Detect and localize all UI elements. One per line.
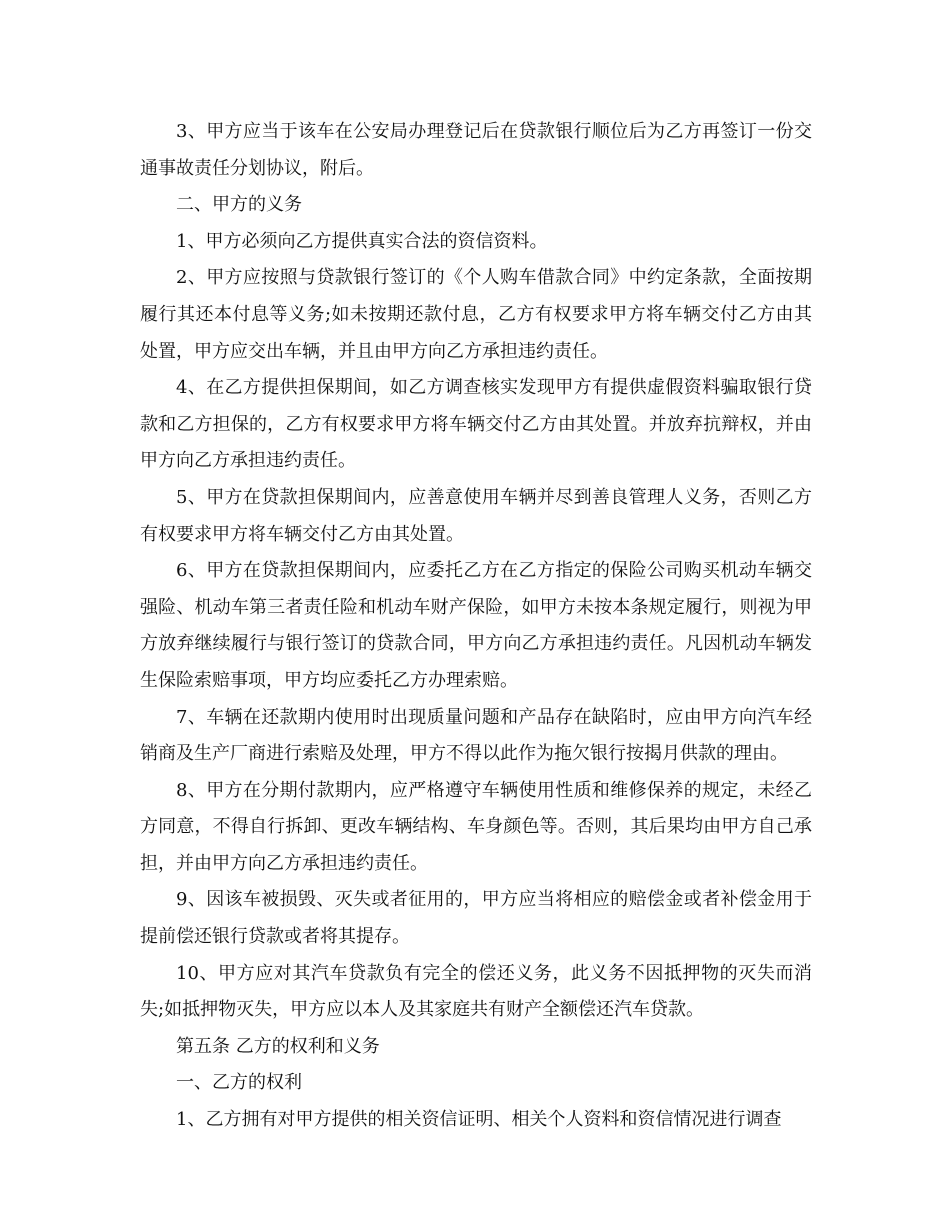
paragraph-obligation-4: 4、在乙方提供担保期间，如乙方调查核实发现甲方有提供虚假资料骗取银行贷款和乙方担保的，乙方有权要求甲方将车辆交付乙方由其处置。并放弃抗辩权，并由甲方向乙方承担违约责任。 [140, 377, 812, 472]
paragraph-clause-3: 3、甲方应当于该车在公安局办理登记后在贷款银行顺位后为乙方再签订一份交通事故责任分划协议，附后。 [140, 121, 812, 179]
paragraph-obligation-10: 10、甲方应对其汽车贷款负有完全的偿还义务，此义务不因抵押物的灭失而消失;如抵押物灭失，甲方应以本人及其家庭共有财产全额偿还汽车贷款。 [140, 962, 812, 1021]
paragraph-obligation-5: 5、甲方在贷款担保期间内，应善意使用车辆并尽到善良管理人义务，否则乙方有权要求甲方将车辆交付乙方由其处置。 [140, 486, 812, 545]
document-body [140, 114, 812, 1139]
paragraph-obligation-7: 7、车辆在还款期内使用时出现质量问题和产品存在缺陷时，应由甲方向汽车经销商及生产厂商进行索赔及处理，甲方不得以此作为拖欠银行按揭月供款的理由。 [140, 706, 812, 765]
section-heading-party-a-obligations: 二、甲方的义务 [176, 194, 302, 216]
paragraph-obligation-6: 6、甲方在贷款担保期间内，应委托乙方在乙方指定的保险公司购买机动车辆交强险、机动车第三者责任险和机动车财产保险，如甲方未按本条规定履行，则视为甲方放弃继续履行与银行签订的贷款合同，甲方向乙方承担违约责任。凡因机动车辆发生保险索赔事项，甲方均应委托乙方办理索赔。 [140, 560, 812, 691]
paragraph-obligation-8: 8、甲方在分期付款期内，应严格遵守车辆使用性质和维修保养的规定，未经乙方同意，不得自行拆卸、更改车辆结构、车身颜色等。否则，其后果均由甲方自己承担，并由甲方向乙方承担违约责任。 [140, 779, 812, 874]
section-heading-party-b-rights: 一、乙方的权利 [176, 1072, 302, 1094]
paragraph-obligation-2: 2、甲方应按照与贷款银行签订的《个人购车借款合同》中约定条款，全面按期履行其还本付息等义务;如未按期还款付息，乙方有权要求甲方将车辆交付乙方由其处置，甲方应交出车辆，并且由甲方向乙方承担违约责任。 [140, 267, 812, 362]
paragraph-obligation-9: 9、因该车被损毁、灭失或者征用的，甲方应当将相应的赔偿金或者补偿金用于提前偿还银行贷款或者将其提存。 [140, 889, 812, 948]
article-heading-article-5: 第五条 乙方的权利和义务 [176, 1035, 380, 1057]
paragraph-right-1: 1、乙方拥有对甲方提供的相关资信证明、相关个人资料和资信情况进行调查 [176, 1109, 782, 1131]
paragraph-obligation-1: 1、甲方必须向乙方提供真实合法的资信资料。 [176, 230, 548, 252]
